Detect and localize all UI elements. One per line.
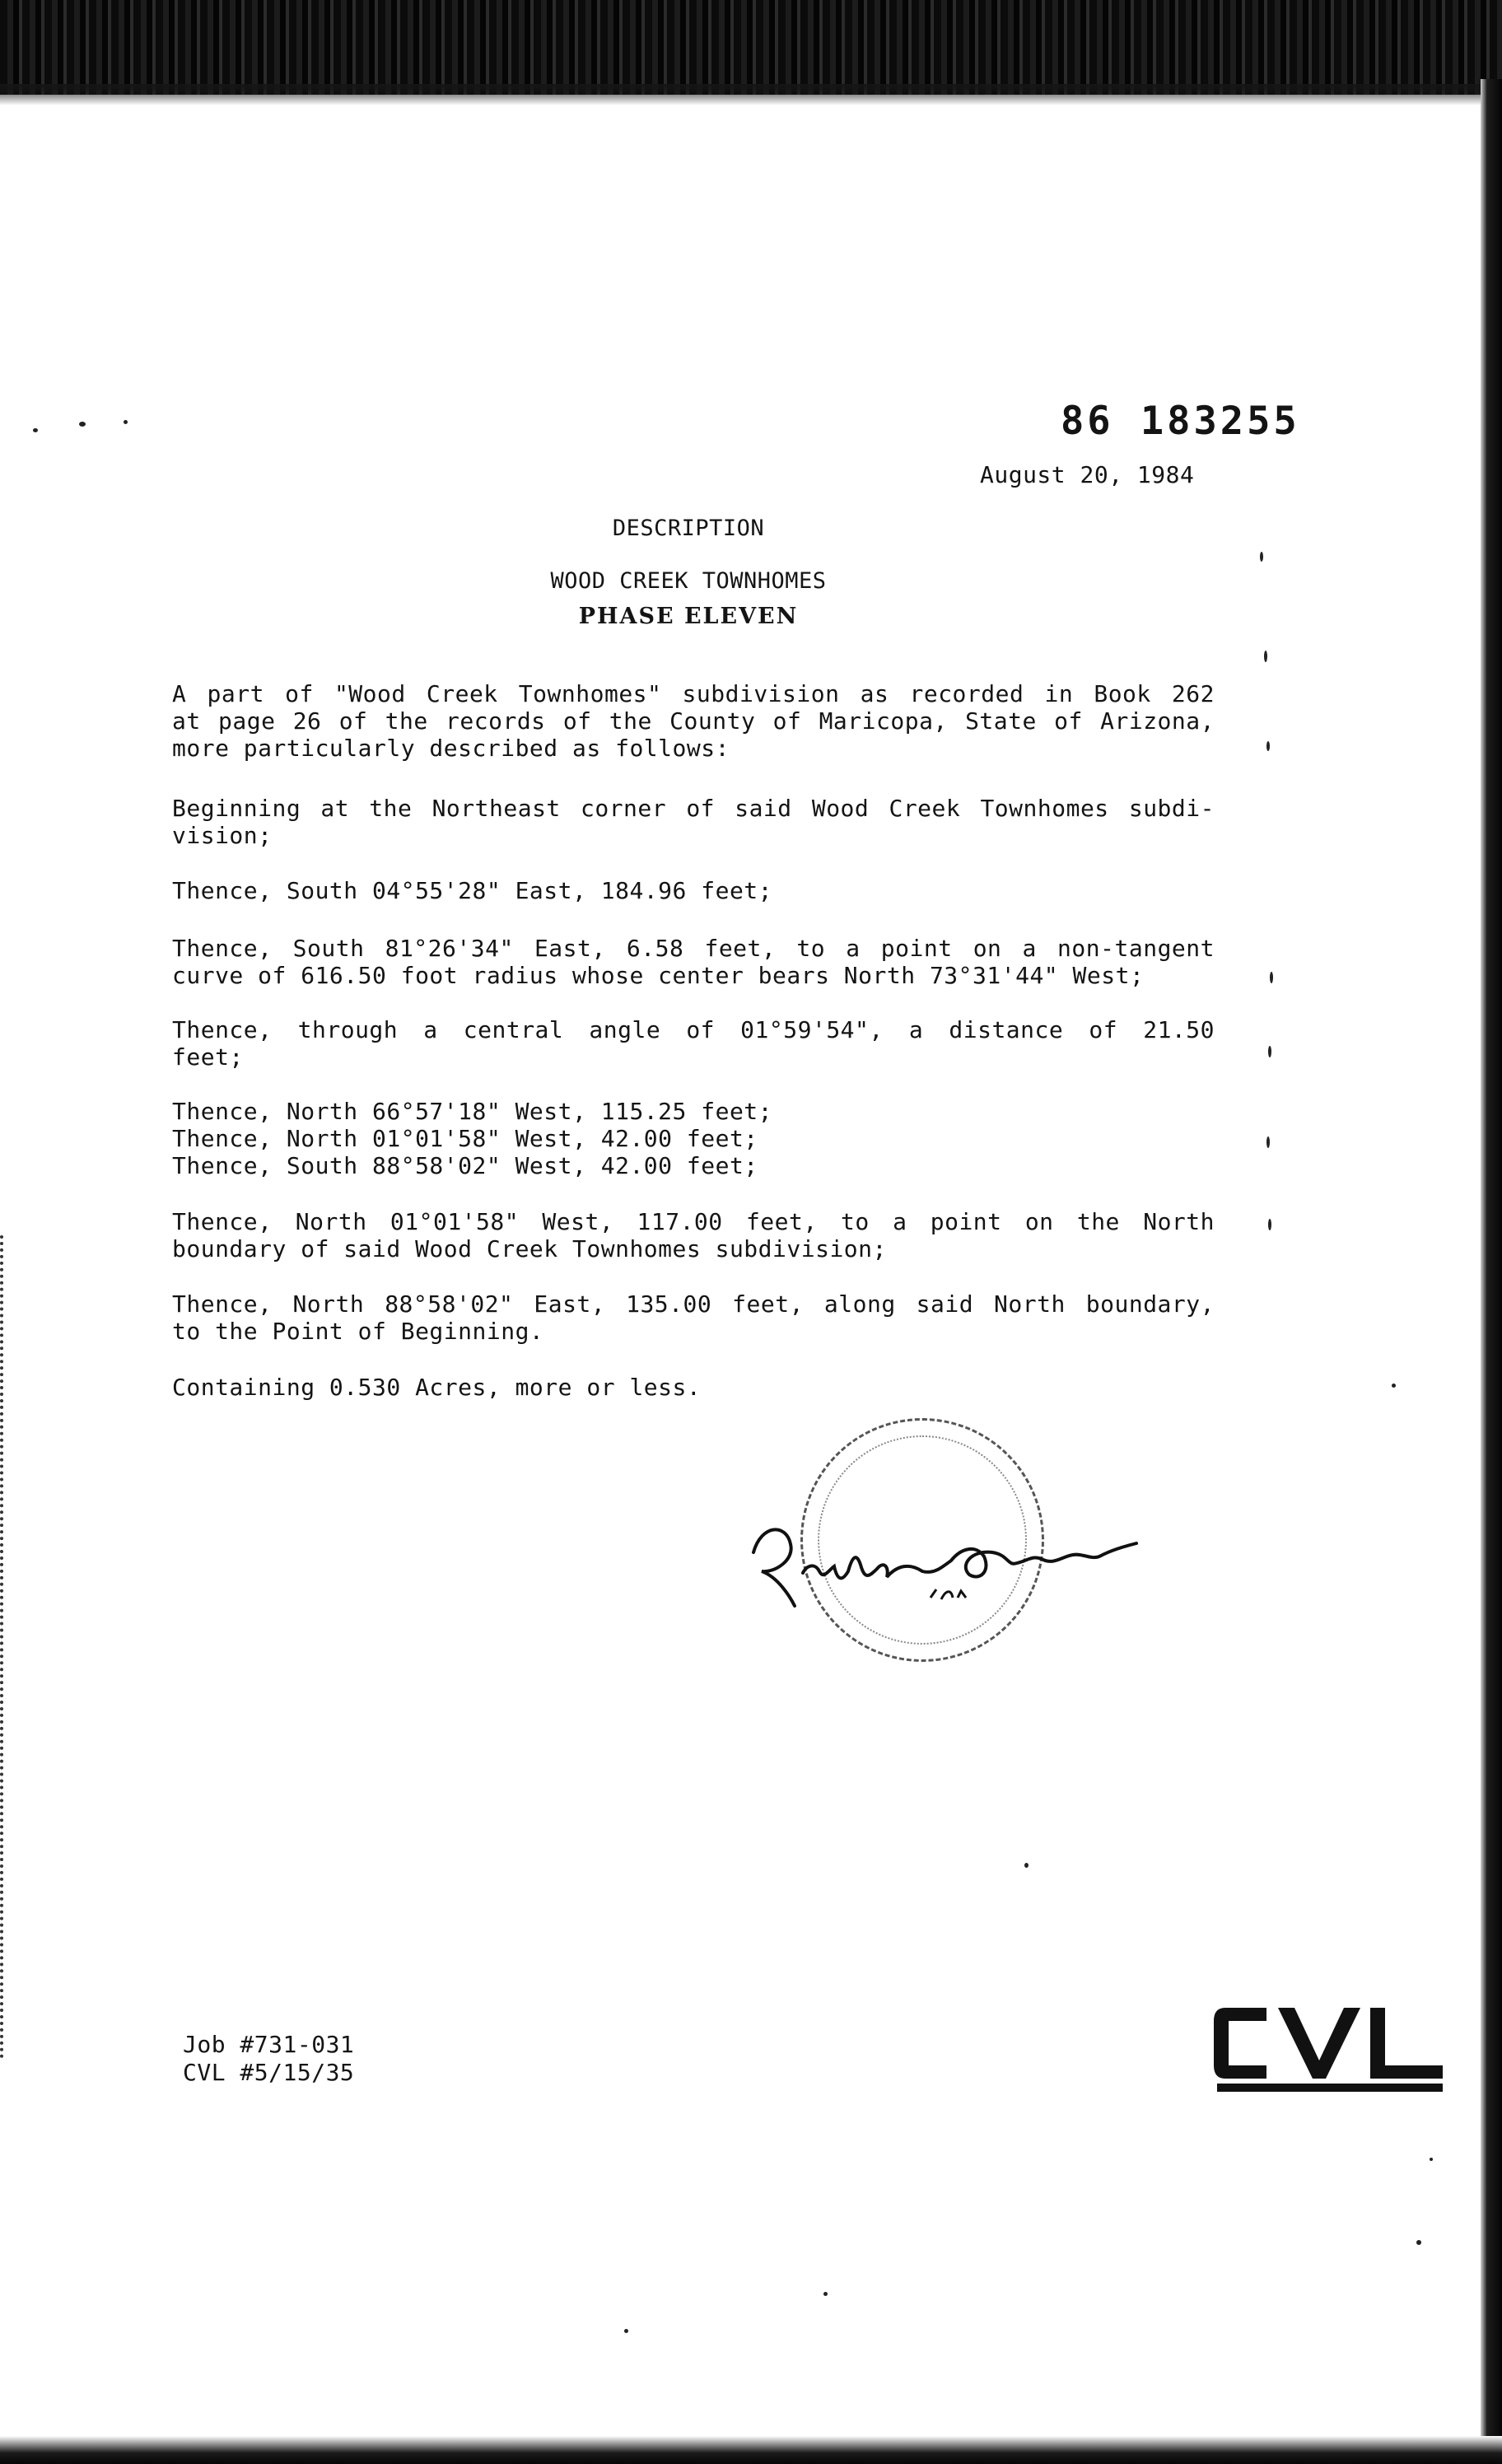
- scan-left-border: [0, 1235, 8, 2059]
- scan-speck: [33, 428, 38, 432]
- scan-speck: [624, 2329, 628, 2333]
- cvl-reference: CVL #5/15/35: [183, 2059, 355, 2086]
- course-2: [172, 935, 1215, 989]
- scan-speck: [1260, 552, 1263, 562]
- course-8-line: to the Point of Beginning.: [172, 1318, 544, 1345]
- course-4: Thence, North 66°57'18" West, 115.25 feet;: [172, 1098, 773, 1125]
- course-8-line: Thence, North 88°58'02" East, 135.00 feet, along said North boundary,: [172, 1290, 1215, 1318]
- course-7: [172, 1208, 1215, 1262]
- document-date: August 20, 1984: [980, 461, 1195, 488]
- scan-right-border: [1481, 79, 1502, 2464]
- scan-top-border: [0, 0, 1502, 95]
- beginning-line: Beginning at the Northeast corner of said Wood Creek Townhomes subdi-: [172, 795, 1215, 822]
- scan-speck: [1266, 741, 1270, 751]
- intro-paragraph: [172, 680, 1215, 762]
- scan-top-shadow: [0, 84, 1502, 105]
- course-6: Thence, South 88°58'02" West, 42.00 feet;: [172, 1152, 758, 1179]
- scan-speck: [1268, 1219, 1271, 1230]
- scan-speck: [124, 420, 128, 424]
- scan-speck: [1430, 2158, 1433, 2161]
- course-7-line: Thence, North 01°01'58" West, 117.00 feet, to a point on the North: [172, 1208, 1215, 1235]
- beginning-line: vision;: [172, 822, 273, 849]
- scan-speck: [1270, 972, 1273, 983]
- course-3-line: feet;: [172, 1043, 244, 1071]
- scan-speck: [1024, 1863, 1029, 1868]
- scan-bottom-border: [0, 2436, 1502, 2464]
- scan-speck: [1392, 1384, 1396, 1388]
- course-3: [172, 1016, 1215, 1071]
- course-7-line: boundary of said Wood Creek Townhomes subdivision;: [172, 1235, 887, 1262]
- intro-line: A part of "Wood Creek Townhomes" subdivision as recorded in Book 262: [172, 680, 1215, 707]
- document-title: DESCRIPTION: [612, 516, 765, 541]
- scan-speck: [1266, 1136, 1270, 1148]
- scan-speck: [1416, 2240, 1421, 2245]
- scan-speck: [1264, 651, 1267, 662]
- course-2-line: Thence, South 81°26'34" East, 6.58 feet, to a point on a non-tangent: [172, 935, 1215, 962]
- scan-speck: [79, 422, 86, 427]
- surveyor-signature: [745, 1474, 1173, 1639]
- beginning-paragraph: [172, 795, 1215, 849]
- acreage-statement: Containing 0.530 Acres, more or less.: [172, 1374, 702, 1401]
- course-3-line: Thence, through a central angle of 01°59'54", a distance of 21.50: [172, 1016, 1215, 1043]
- course-1: Thence, South 04°55'28" East, 184.96 feet;: [172, 877, 773, 904]
- course-8: [172, 1290, 1215, 1345]
- phase-name: PHASE ELEVEN: [578, 604, 799, 629]
- job-number: Job #731-031: [183, 2031, 355, 2058]
- job-reference: [183, 2031, 354, 2087]
- recording-number: 86 183255: [1061, 399, 1300, 444]
- course-5: Thence, North 01°01'58" West, 42.00 feet;: [172, 1125, 758, 1152]
- intro-line: at page 26 of the records of the County of Maricopa, State of Arizona,: [172, 707, 1215, 735]
- cvl-logo: [1209, 1990, 1448, 2105]
- course-2-line: curve of 616.50 foot radius whose center bears North 73°31'44" West;: [172, 962, 1145, 989]
- intro-line: more particularly described as follows:: [172, 735, 730, 762]
- scan-speck: [823, 2292, 828, 2296]
- scan-speck: [1268, 1046, 1271, 1057]
- project-name: WOOD CREEK TOWNHOMES: [550, 568, 827, 594]
